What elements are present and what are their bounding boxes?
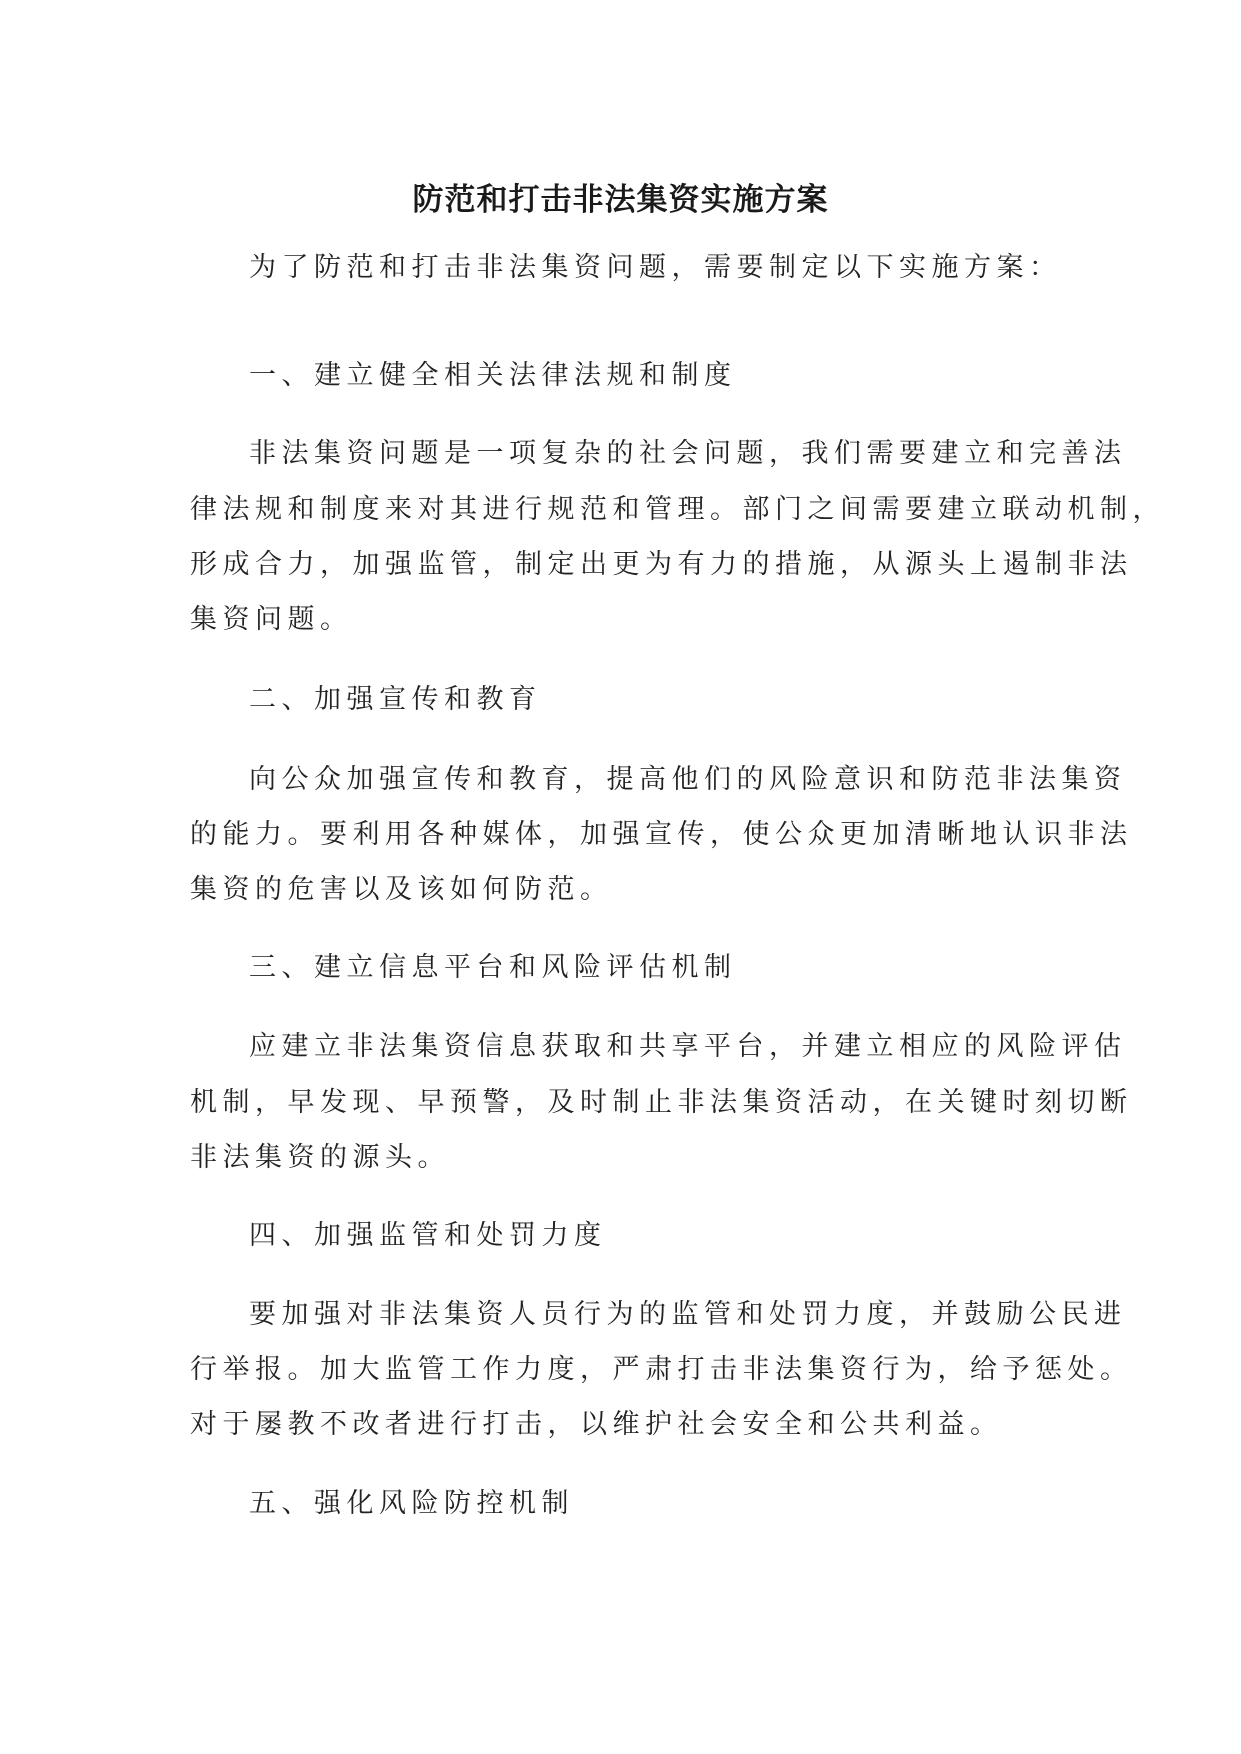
paragraph-line: 集资的危害以及该如何防范。 — [190, 874, 613, 905]
paragraph-line: 向公众加强宣传和教育，提高他们的风险意识和防范非法集资 — [249, 764, 1127, 795]
section-heading-2: 二、加强宣传和教育 — [249, 684, 542, 715]
paragraph-line: 非法集资问题是一项复杂的社会问题，我们需要建立和完善法 — [249, 438, 1127, 469]
section-heading-1: 一、建立健全相关法律法规和制度 — [249, 360, 737, 391]
section-heading-5: 五、强化风险防控机制 — [249, 1488, 574, 1519]
intro-paragraph: 为了防范和打击非法集资问题，需要制定以下实施方案： — [249, 252, 1062, 283]
paragraph-line: 的能力。要利用各种媒体，加强宣传，使公众更加清晰地认识非法 — [190, 819, 1133, 850]
paragraph-line: 应建立非法集资信息获取和共享平台，并建立相应的风险评估 — [249, 1031, 1127, 1062]
section-heading-3: 三、建立信息平台和风险评估机制 — [249, 952, 737, 983]
document-title: 防范和打击非法集资实施方案 — [412, 182, 829, 218]
paragraph-line: 集资问题。 — [190, 604, 353, 635]
paragraph-line: 机制，早发现、早预警，及时制止非法集资活动，在关键时刻切断 — [190, 1087, 1133, 1118]
paragraph-line: 形成合力，加强监管，制定出更为有力的措施，从源头上遏制非法 — [190, 549, 1133, 580]
section-heading-4: 四、加强监管和处罚力度 — [249, 1220, 607, 1251]
paragraph-line: 要加强对非法集资人员行为的监管和处罚力度，并鼓励公民进 — [249, 1299, 1127, 1330]
paragraph-line: 行举报。加大监管工作力度，严肃打击非法集资行为，给予惩处。 — [190, 1354, 1133, 1385]
paragraph-line: 律法规和制度来对其进行规范和管理。部门之间需要建立联动机制， — [190, 494, 1165, 525]
paragraph-line: 对于屡教不改者进行打击，以维护社会安全和公共利益。 — [190, 1409, 1003, 1440]
paragraph-line: 非法集资的源头。 — [190, 1142, 450, 1173]
